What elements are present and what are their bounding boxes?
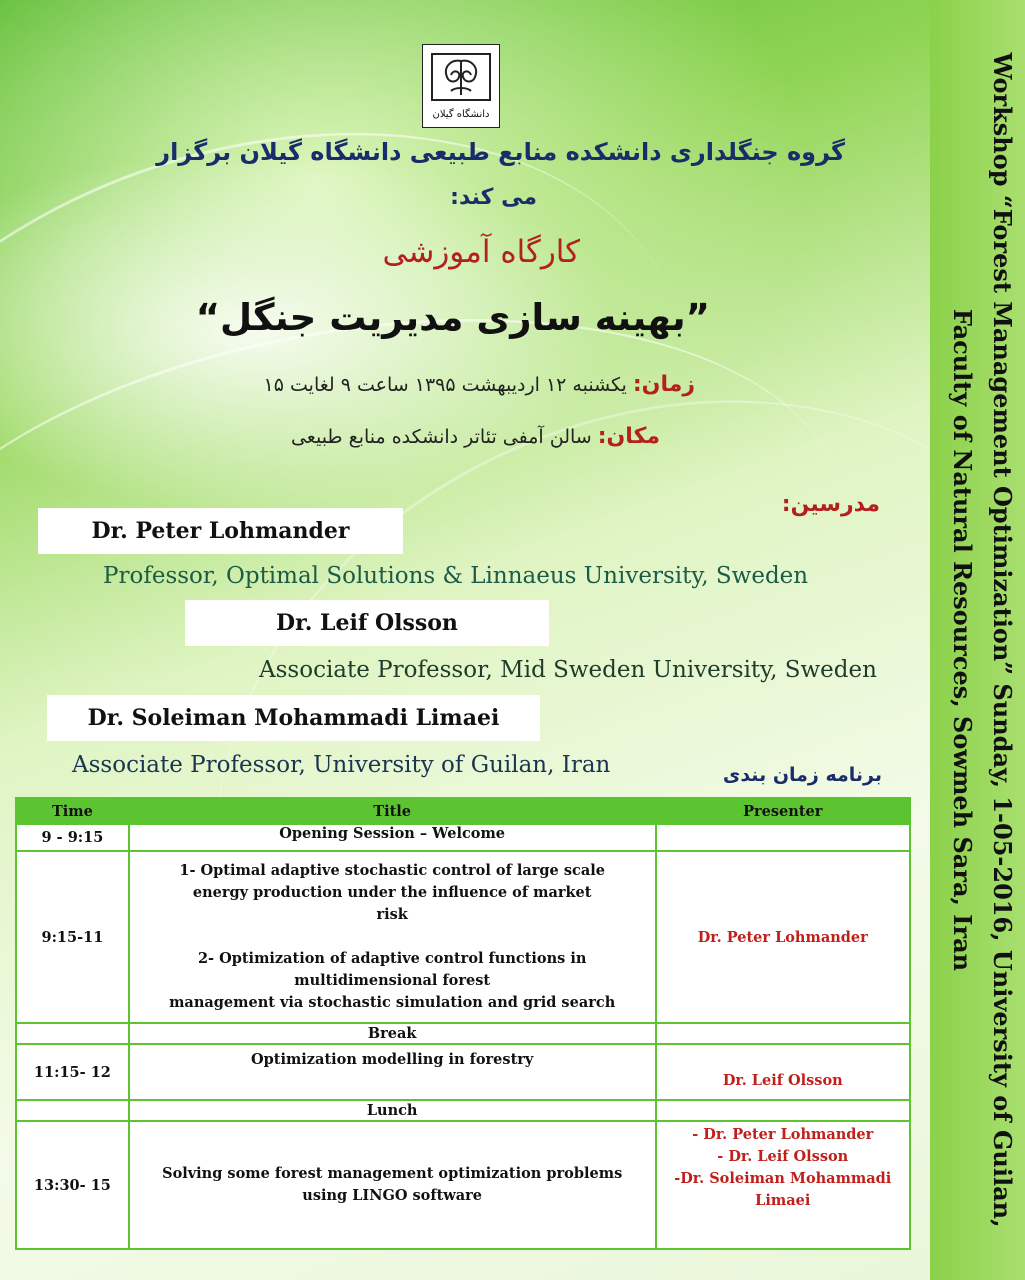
cell-time: 11:15- 12 [16,1044,129,1100]
cell-time: 9 - 9:15 [16,824,129,851]
cell-title: Solving some forest management optimization problems using LINGO software [129,1121,656,1249]
session-title-2b: management via stochastic simulation and grid search [169,994,616,1011]
table-row [16,851,910,1023]
time-value: یکشنبه ۱۲ اردیبهشت ۱۳۹۵ ساعت ۹ لغایت ۱۵ [263,374,627,396]
table-row [16,1100,910,1121]
schedule-label: برنامه زمان بندی [722,764,882,786]
instructor-affiliation: Associate Professor, Mid Sweden University, Sweden [259,657,877,683]
cell-time [16,1100,129,1121]
instructor-name: Dr. Peter Lohmander [38,508,403,554]
side-banner-text [932,20,1022,1260]
cell-title: Optimization modelling in forestry [129,1044,656,1100]
instructor-name: Dr. Soleiman Mohammadi Limaei [47,695,540,741]
presenter-line: -Dr. Soleiman Mohammadi Limaei [674,1170,892,1209]
table-row [16,824,910,851]
university-logo [422,44,500,128]
cell-presenter [656,1121,910,1249]
cell-time: 13:30- 15 [16,1121,129,1249]
workshop-title: ”بهینه سازی مدیریت جنگل“ [195,296,710,339]
instructor-affiliation: Associate Professor, University of Guilan, Iran [72,752,611,778]
cell-time: 9:15-11 [16,851,129,1023]
header-title: Title [129,798,656,824]
table-row [16,1023,910,1044]
instructor-affiliation: Professor, Optimal Solutions & Linnaeus University, Sweden [103,563,809,589]
instructor-name: Dr. Leif Olsson [185,600,549,646]
cell-title: Opening Session – Welcome [129,824,656,851]
cell-title [129,851,656,1023]
instructors-label: مدرسین: [781,492,880,517]
cell-presenter [656,1023,910,1044]
time-label: زمان: [632,372,695,397]
table-row [16,1121,910,1249]
cell-presenter: Dr. Leif Olsson [656,1044,910,1100]
session-title-1: 1- Optimal adaptive stochastic control of large scale energy production under the influence of market risk [179,862,605,923]
presenter-line: - Dr. Leif Olsson [717,1148,849,1165]
organizer-line-1: گروه جنگلداری دانشکده منابع طبیعی دانشگاه گیلان برگزار [156,138,845,166]
logo-emblem-icon [429,51,493,123]
schedule-table [15,797,911,1250]
cell-presenter: Dr. Peter Lohmander [656,851,910,1023]
place-value: سالن آمفی تئاتر دانشکده منابع طبیعی [290,426,592,448]
header-time: Time [16,798,129,824]
place-label: مکان: [597,424,660,449]
side-banner-line-1: Workshop “Forest Management Optimization” Sunday, 1-05-2016, University of Guilan, [988,52,1017,1228]
time-line [264,372,695,397]
organizer-line-2: می کند: [450,185,537,210]
header-presenter: Presenter [656,798,910,824]
table-row [16,1044,910,1100]
side-banner-line-2: Faculty of Natural Resources, Sowmeh Sara, Iran [948,308,977,972]
cell-title: Break [129,1023,656,1044]
table-header-row [16,798,910,824]
logo-text: دانشگاه گیلان [432,109,490,120]
workshop-label: کارگاه آموزشی [382,234,580,270]
cell-presenter [656,1100,910,1121]
cell-presenter [656,824,910,851]
cell-title: Lunch [129,1100,656,1121]
place-line [291,424,660,449]
cell-time [16,1023,129,1044]
session-title-2a: 2- Optimization of adaptive control functions in multidimensional forest [197,950,587,989]
presenter-line: - Dr. Peter Lohmander [692,1126,874,1143]
